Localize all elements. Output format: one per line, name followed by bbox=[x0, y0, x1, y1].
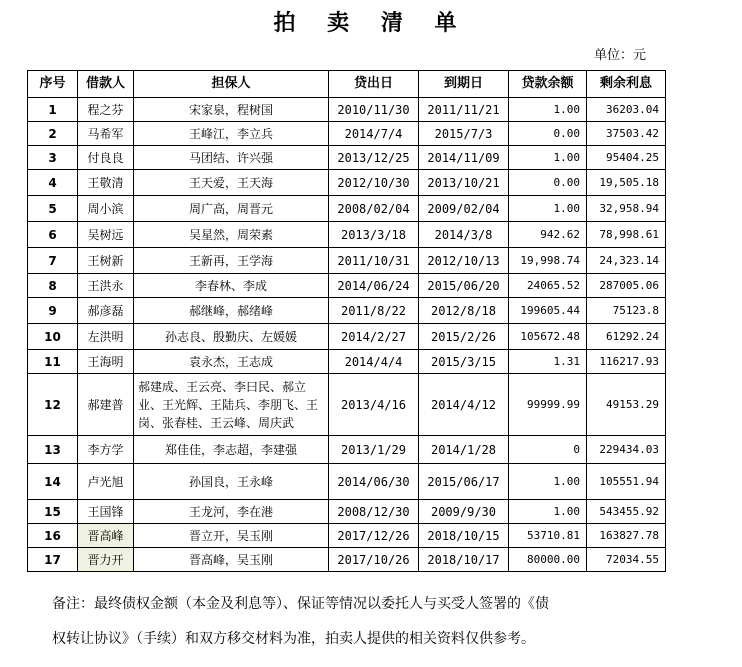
cell-lend-date: 2013/4/16 bbox=[329, 374, 419, 436]
cell-lend-date: 2008/12/30 bbox=[329, 500, 419, 524]
cell-lend-date: 2012/10/30 bbox=[329, 170, 419, 196]
cell-borrower: 王国锋 bbox=[78, 500, 134, 524]
cell-guarantor: 马团结、许兴强 bbox=[134, 146, 329, 170]
cell-due-date: 2013/10/21 bbox=[419, 170, 509, 196]
cell-balance: 1.31 bbox=[509, 350, 587, 374]
cell-lend-date: 2013/3/18 bbox=[329, 222, 419, 248]
cell-borrower: 吴树远 bbox=[78, 222, 134, 248]
cell-interest: 163827.78 bbox=[587, 524, 666, 548]
cell-balance: 0.00 bbox=[509, 122, 587, 146]
cell-no: 3 bbox=[28, 146, 78, 170]
cell-guarantor: 周广高，周晋元 bbox=[134, 196, 329, 222]
cell-interest: 61292.24 bbox=[587, 324, 666, 350]
cell-balance: 53710.81 bbox=[509, 524, 587, 548]
cell-interest: 105551.94 bbox=[587, 464, 666, 500]
cell-interest: 78,998.61 bbox=[587, 222, 666, 248]
cell-borrower: 卢光旭 bbox=[78, 464, 134, 500]
table-row bbox=[28, 146, 666, 170]
cell-lend-date: 2013/12/25 bbox=[329, 146, 419, 170]
cell-no: 11 bbox=[28, 350, 78, 374]
cell-due-date: 2018/10/17 bbox=[419, 548, 509, 572]
cell-borrower: 王洪永 bbox=[78, 274, 134, 298]
cell-borrower: 程之芬 bbox=[78, 98, 134, 122]
cell-lend-date: 2008/02/04 bbox=[329, 196, 419, 222]
cell-lend-date: 2014/06/30 bbox=[329, 464, 419, 500]
cell-lend-date: 2010/11/30 bbox=[329, 98, 419, 122]
cell-no: 2 bbox=[28, 122, 78, 146]
cell-due-date: 2009/9/30 bbox=[419, 500, 509, 524]
cell-balance: 80000.00 bbox=[509, 548, 587, 572]
header-row bbox=[28, 71, 666, 98]
cell-interest: 287005.06 bbox=[587, 274, 666, 298]
cell-guarantor: 袁永杰，王志成 bbox=[134, 350, 329, 374]
header-balance: 贷款余额 bbox=[509, 71, 587, 98]
cell-guarantor: 晋立开，吴玉刚 bbox=[134, 524, 329, 548]
cell-guarantor: 郝继峰，郝绪峰 bbox=[134, 298, 329, 324]
cell-balance: 1.00 bbox=[509, 464, 587, 500]
cell-due-date: 2015/06/17 bbox=[419, 464, 509, 500]
cell-due-date: 2011/11/21 bbox=[419, 98, 509, 122]
cell-due-date: 2014/1/28 bbox=[419, 436, 509, 464]
cell-lend-date: 2017/12/26 bbox=[329, 524, 419, 548]
cell-lend-date: 2014/7/4 bbox=[329, 122, 419, 146]
cell-guarantor: 郝建成、王云亮、李曰民、郝立业、王光辉、王陆兵、李朋飞、王岗、张春桂、王云峰、周庆武 bbox=[134, 374, 329, 436]
header-due-date: 到期日 bbox=[419, 71, 509, 98]
cell-due-date: 2015/2/26 bbox=[419, 324, 509, 350]
header-guarantor: 担保人 bbox=[134, 71, 329, 98]
table-row bbox=[28, 374, 666, 436]
cell-interest: 37503.42 bbox=[587, 122, 666, 146]
cell-balance: 99999.99 bbox=[509, 374, 587, 436]
cell-borrower: 付良良 bbox=[78, 146, 134, 170]
cell-balance: 1.00 bbox=[509, 500, 587, 524]
cell-interest: 19,505.18 bbox=[587, 170, 666, 196]
cell-due-date: 2012/10/13 bbox=[419, 248, 509, 274]
cell-lend-date: 2014/4/4 bbox=[329, 350, 419, 374]
cell-guarantor: 王峰江，李立兵 bbox=[134, 122, 329, 146]
table-row bbox=[28, 196, 666, 222]
cell-borrower: 王敬清 bbox=[78, 170, 134, 196]
cell-lend-date: 2014/2/27 bbox=[329, 324, 419, 350]
cell-due-date: 2014/3/8 bbox=[419, 222, 509, 248]
page-title: 拍 卖 清 单 bbox=[273, 11, 469, 36]
header-interest: 剩余利息 bbox=[587, 71, 666, 98]
cell-interest: 49153.29 bbox=[587, 374, 666, 436]
cell-interest: 75123.8 bbox=[587, 298, 666, 324]
cell-balance: 1.00 bbox=[509, 98, 587, 122]
unit-label: 单位：元 bbox=[593, 48, 646, 63]
cell-no: 6 bbox=[28, 222, 78, 248]
cell-borrower: 马希军 bbox=[78, 122, 134, 146]
cell-borrower: 左洪明 bbox=[78, 324, 134, 350]
cell-lend-date: 2011/8/22 bbox=[329, 298, 419, 324]
cell-borrower: 晋高峰 bbox=[78, 524, 134, 548]
cell-guarantor: 吴星然，周荣素 bbox=[134, 222, 329, 248]
table-row bbox=[28, 464, 666, 500]
cell-due-date: 2009/02/04 bbox=[419, 196, 509, 222]
cell-interest: 95404.25 bbox=[587, 146, 666, 170]
cell-no: 9 bbox=[28, 298, 78, 324]
cell-interest: 36203.04 bbox=[587, 98, 666, 122]
table-row bbox=[28, 170, 666, 196]
cell-balance: 199605.44 bbox=[509, 298, 587, 324]
cell-guarantor: 孙国良，王永峰 bbox=[134, 464, 329, 500]
cell-balance: 0 bbox=[509, 436, 587, 464]
table-row bbox=[28, 524, 666, 548]
cell-guarantor: 李春林、李成 bbox=[134, 274, 329, 298]
cell-lend-date: 2011/10/31 bbox=[329, 248, 419, 274]
cell-guarantor: 晋高峰，吴玉刚 bbox=[134, 548, 329, 572]
cell-lend-date: 2017/10/26 bbox=[329, 548, 419, 572]
table-row bbox=[28, 222, 666, 248]
note-line-2: 权转让协议》（手续）和双方移交材料为准，拍卖人提供的相关资料仅供参考。 bbox=[52, 631, 535, 647]
cell-guarantor: 郑佳佳，李志超，李建强 bbox=[134, 436, 329, 464]
cell-balance: 24065.52 bbox=[509, 274, 587, 298]
cell-lend-date: 2014/06/24 bbox=[329, 274, 419, 298]
cell-no: 14 bbox=[28, 464, 78, 500]
cell-interest: 32,958.94 bbox=[587, 196, 666, 222]
cell-interest: 543455.92 bbox=[587, 500, 666, 524]
cell-interest: 72034.55 bbox=[587, 548, 666, 572]
cell-borrower: 周小滨 bbox=[78, 196, 134, 222]
cell-guarantor: 王新再，王学海 bbox=[134, 248, 329, 274]
cell-borrower: 王海明 bbox=[78, 350, 134, 374]
cell-no: 1 bbox=[28, 98, 78, 122]
cell-guarantor: 王天爱，王天海 bbox=[134, 170, 329, 196]
table-row bbox=[28, 350, 666, 374]
cell-due-date: 2015/3/15 bbox=[419, 350, 509, 374]
cell-borrower: 郝彦磊 bbox=[78, 298, 134, 324]
cell-due-date: 2012/8/18 bbox=[419, 298, 509, 324]
table-row bbox=[28, 548, 666, 572]
table-row bbox=[28, 298, 666, 324]
cell-balance: 19,998.74 bbox=[509, 248, 587, 274]
header-borrower: 借款人 bbox=[78, 71, 134, 98]
cell-due-date: 2015/7/3 bbox=[419, 122, 509, 146]
cell-due-date: 2014/11/09 bbox=[419, 146, 509, 170]
cell-no: 10 bbox=[28, 324, 78, 350]
cell-balance: 1.00 bbox=[509, 146, 587, 170]
table-row bbox=[28, 248, 666, 274]
table-row bbox=[28, 98, 666, 122]
cell-interest: 116217.93 bbox=[587, 350, 666, 374]
cell-borrower: 晋力开 bbox=[78, 548, 134, 572]
cell-due-date: 2014/4/12 bbox=[419, 374, 509, 436]
cell-interest: 24,323.14 bbox=[587, 248, 666, 274]
table-row bbox=[28, 436, 666, 464]
cell-balance: 1.00 bbox=[509, 196, 587, 222]
cell-no: 7 bbox=[28, 248, 78, 274]
cell-due-date: 2018/10/15 bbox=[419, 524, 509, 548]
cell-no: 13 bbox=[28, 436, 78, 464]
cell-borrower: 李方学 bbox=[78, 436, 134, 464]
cell-borrower: 王树新 bbox=[78, 248, 134, 274]
header-lend-date: 贷出日 bbox=[329, 71, 419, 98]
cell-guarantor: 王龙河，李在港 bbox=[134, 500, 329, 524]
cell-balance: 0.00 bbox=[509, 170, 587, 196]
cell-due-date: 2015/06/20 bbox=[419, 274, 509, 298]
table-row bbox=[28, 274, 666, 298]
cell-lend-date: 2013/1/29 bbox=[329, 436, 419, 464]
auction-table bbox=[27, 70, 666, 572]
table-row bbox=[28, 500, 666, 524]
cell-no: 5 bbox=[28, 196, 78, 222]
cell-no: 17 bbox=[28, 548, 78, 572]
cell-balance: 105672.48 bbox=[509, 324, 587, 350]
header-no: 序号 bbox=[28, 71, 78, 98]
cell-balance: 942.62 bbox=[509, 222, 587, 248]
table-row bbox=[28, 324, 666, 350]
cell-no: 12 bbox=[28, 374, 78, 436]
cell-no: 4 bbox=[28, 170, 78, 196]
cell-no: 16 bbox=[28, 524, 78, 548]
table-row bbox=[28, 122, 666, 146]
cell-borrower: 郝建普 bbox=[78, 374, 134, 436]
cell-interest: 229434.03 bbox=[587, 436, 666, 464]
cell-guarantor: 宋家泉，程树国 bbox=[134, 98, 329, 122]
note-line-1: 备注：最终债权金额（本金及利息等）、保证等情况以委托人与买受人签署的《债 bbox=[52, 596, 549, 612]
cell-no: 8 bbox=[28, 274, 78, 298]
cell-no: 15 bbox=[28, 500, 78, 524]
cell-guarantor: 孙志良、殷勤庆、左媛媛 bbox=[134, 324, 329, 350]
